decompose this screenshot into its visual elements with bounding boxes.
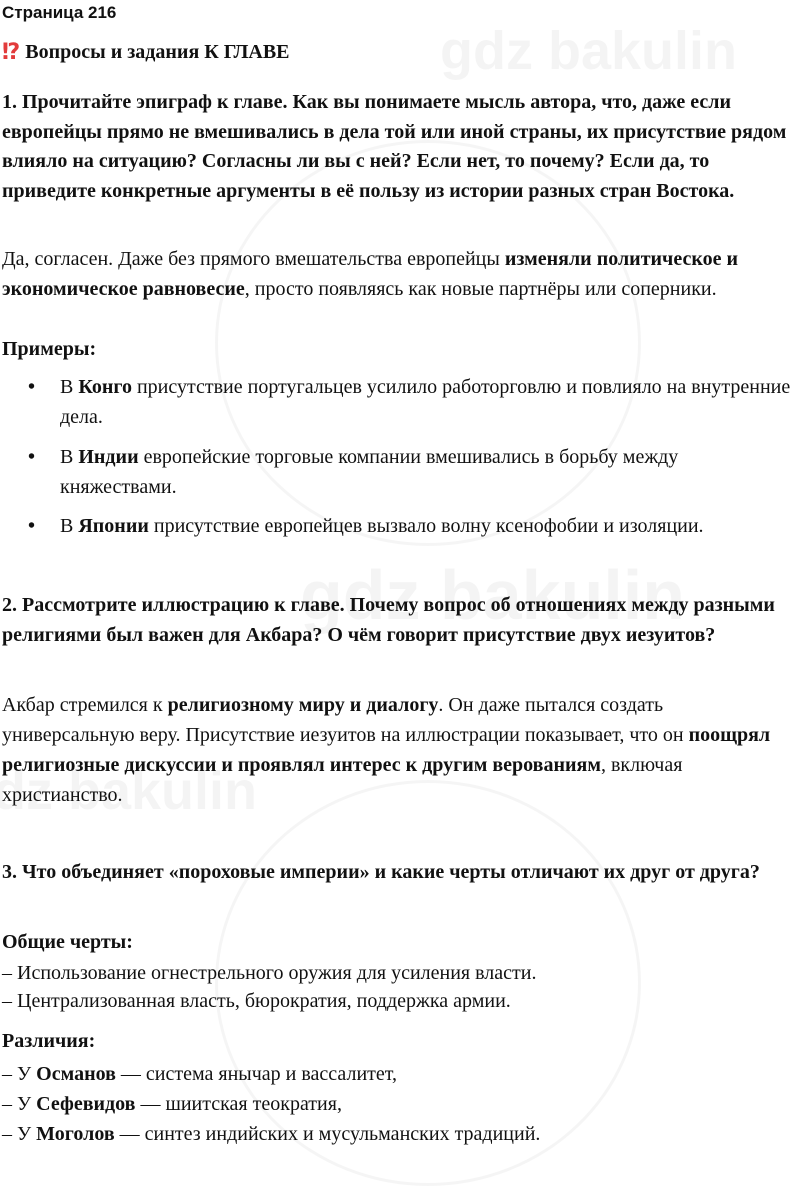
differences-label: Различия: bbox=[2, 1030, 96, 1052]
exclamation-question-icon: ⁉ bbox=[2, 40, 18, 65]
bullet-icon: • bbox=[28, 515, 36, 537]
list-item: – Централизованная власть, бюрократия, поддержка армии. bbox=[2, 990, 511, 1012]
list-item-bold: Османов bbox=[36, 1063, 116, 1085]
section-title-text: Вопросы и задания К ГЛАВЕ bbox=[25, 41, 290, 63]
list-item-bold: Индии bbox=[78, 446, 139, 468]
bullet-icon: • bbox=[28, 376, 36, 398]
common-features-label: Общие черты: bbox=[2, 931, 133, 953]
list-item-text: – У bbox=[2, 1093, 37, 1115]
question-3: 3. Что объединяет «пороховые империи» и какие черты отличают их друг от друга? bbox=[2, 861, 760, 883]
list-item-text: присутствие европейцев вызвало волну ксенофобии и изоляции. bbox=[148, 515, 704, 537]
list-item-text: — шиитская теократия, bbox=[135, 1093, 342, 1115]
answer-2-text: Акбар стремился к bbox=[2, 694, 168, 716]
list-item-text: В bbox=[60, 376, 79, 398]
bullet-icon: • bbox=[28, 446, 36, 468]
list-item-bold: Японии bbox=[78, 515, 149, 537]
list-item-bold: Конго bbox=[78, 376, 132, 398]
watermark-text bbox=[440, 20, 737, 82]
answer-1-text: Да, согласен. Даже без прямого вмешательства европейцы bbox=[2, 248, 505, 270]
section-title bbox=[2, 40, 290, 65]
list-item-text: – У bbox=[2, 1123, 37, 1145]
answer-2-emphasis: поощрял религиозные дискуссии и проявлял интерес к другим верованиям bbox=[2, 724, 771, 776]
list-item-text: В bbox=[60, 515, 79, 537]
list-item-bold: Сефевидов bbox=[36, 1093, 136, 1115]
list-item-text: европейские торговые компании вмешивались в борьбу между княжествами. bbox=[60, 446, 679, 498]
question-1: 1. Прочитайте эпиграф к главе. Как вы понимаете мысль автора, что, даже если европейцы прямо не вмешивались в дела той или иной страны, их присутствие рядом влияло на ситуацию? Согласны ли вы с ней? Если нет, то почему? Если да, то приведите конкретные аргументы в её пользу из истории разных стран Востока. bbox=[2, 91, 787, 202]
list-item-text: — система янычар и вассалитет, bbox=[115, 1063, 398, 1085]
list-item-text: В bbox=[60, 446, 79, 468]
list-item bbox=[2, 1090, 794, 1118]
list-item: – Использование огнестрельного оружия для усиления власти. bbox=[2, 962, 537, 984]
examples-label: Примеры: bbox=[2, 338, 97, 360]
answer-1-emphasis: изменяли политическое и экономическое равновесие bbox=[2, 248, 738, 300]
answer-2-emphasis: религиозному миру и диалогу bbox=[167, 694, 439, 716]
answer-2-text: . Он даже пытался создать универсальную веру. Присутствие иезуитов на иллюстрации показывает, что он bbox=[2, 694, 689, 746]
answer-1-text: , просто появляясь как новые партнёры или соперники. bbox=[244, 278, 717, 300]
answer-1 bbox=[2, 244, 794, 304]
list-item-bold: Моголов bbox=[36, 1123, 115, 1145]
list-item-text: — синтез индийских и мусульманских традиций. bbox=[114, 1123, 541, 1145]
list-item-text: – У bbox=[2, 1063, 37, 1085]
list-item bbox=[2, 1120, 794, 1148]
answer-2 bbox=[2, 690, 794, 810]
list-item bbox=[2, 1060, 794, 1088]
question-2: 2. Рассмотрите иллюстрацию к главе. Почему вопрос об отношениях между разными религиями был важен для Акбара? О чём говорит присутствие двух иезуитов? bbox=[2, 594, 775, 646]
answer-2-text: , включая христианство. bbox=[2, 754, 683, 806]
page-label: Страница 216 bbox=[2, 3, 117, 22]
list-item-text: присутствие португальцев усилило работорговлю и повлияло на внутренние дела. bbox=[60, 376, 791, 428]
